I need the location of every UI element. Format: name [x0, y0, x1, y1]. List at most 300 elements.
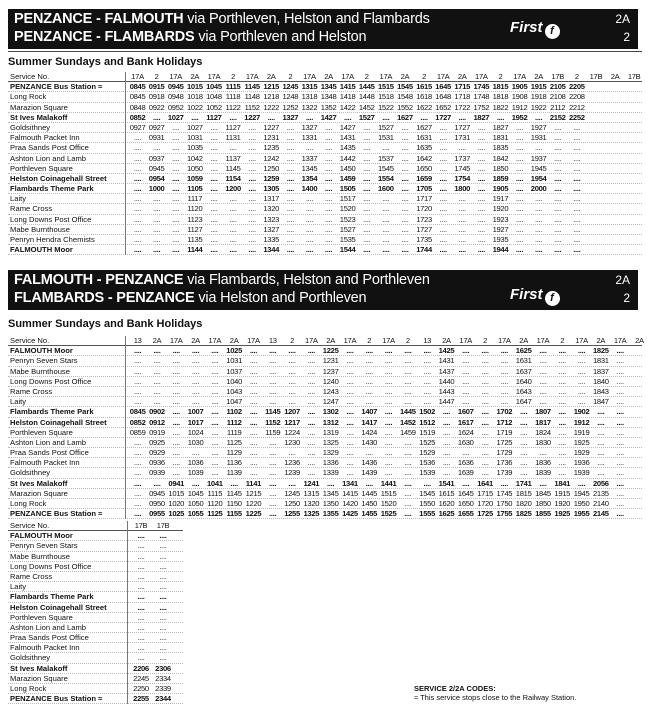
time-cell: ....	[535, 245, 543, 255]
time-cell: 1144	[187, 245, 203, 255]
time-cell: ....	[477, 133, 485, 143]
time-cell: ....	[137, 531, 145, 541]
time-cell: ....	[535, 194, 543, 204]
time-cell: 1227	[263, 122, 280, 132]
time-cell: ....	[477, 163, 485, 173]
stop-row	[8, 552, 183, 562]
time-cell: ....	[363, 245, 371, 255]
service-number-cell: 2A	[610, 72, 620, 81]
time-cell: ....	[616, 468, 624, 478]
time-cell: 1625	[438, 509, 455, 519]
time-cell: ....	[500, 397, 508, 407]
time-cell: ....	[346, 366, 354, 376]
time-cell: ....	[539, 366, 547, 376]
time-cell: ....	[404, 499, 412, 508]
time-cell: 1312	[322, 417, 339, 427]
service-number-cell: 2A	[324, 72, 333, 81]
time-cell: 1731	[454, 133, 471, 143]
time-cell: 1437	[438, 366, 455, 376]
time-cell: ....	[481, 448, 489, 458]
time-cell: 1318	[301, 92, 318, 102]
stop-name: PENZANCE Bus Station ≈	[10, 509, 103, 519]
stop-row	[8, 82, 642, 92]
time-cell: ....	[404, 376, 412, 386]
time-cell: 1515	[377, 82, 394, 92]
time-cell: 0859	[129, 427, 146, 437]
time-cell: 1736	[496, 458, 513, 468]
time-cell: ....	[401, 245, 409, 255]
time-cell: ....	[288, 386, 296, 396]
time-cell: ....	[153, 356, 161, 366]
time-cell: 1927	[492, 224, 509, 234]
time-cell: ....	[401, 133, 409, 143]
time-cell: ....	[382, 224, 390, 234]
time-cell: ....	[172, 468, 180, 478]
stop-name: Marazion Square	[10, 673, 68, 683]
time-cell: ....	[229, 204, 237, 214]
time-cell: 2344	[155, 694, 171, 704]
time-cell: 2212	[568, 102, 585, 112]
time-cell: ....	[286, 153, 294, 163]
time-cell: ....	[286, 245, 294, 255]
time-cell: 1648	[435, 92, 451, 102]
time-cell: ....	[363, 143, 371, 153]
time-cell: 1912	[573, 417, 590, 427]
service-number-cell: 17A	[379, 72, 393, 81]
time-cell: ....	[515, 184, 524, 194]
time-cell: ....	[616, 478, 624, 488]
time-cell: 1555	[419, 509, 435, 519]
time-cell: ....	[404, 448, 412, 458]
time-cell: ....	[324, 143, 333, 153]
time-cell: 0937	[148, 153, 165, 163]
time-cell: ....	[249, 376, 258, 386]
time-cell: 1250	[263, 163, 280, 173]
time-cell: ....	[211, 386, 219, 396]
time-cell: ....	[172, 397, 180, 407]
time-cell: ....	[172, 173, 180, 183]
time-cell: 1145	[244, 82, 260, 92]
time-cell: ....	[404, 478, 412, 488]
stop-name: Service No.	[10, 72, 50, 81]
time-cell: ....	[477, 245, 485, 255]
time-cell: 1445	[358, 82, 375, 92]
time-cell: ....	[307, 366, 315, 376]
time-cell: ....	[597, 427, 605, 437]
time-cell: 1448	[358, 92, 375, 102]
time-cell: ....	[324, 245, 333, 255]
time-cell: ....	[210, 194, 218, 204]
time-cell: ....	[458, 112, 466, 122]
time-cell: ....	[423, 478, 431, 488]
time-cell: ....	[458, 214, 466, 224]
time-cell: 1241	[303, 478, 320, 488]
time-cell: 1818	[492, 92, 509, 102]
time-cell: ....	[458, 235, 466, 244]
time-cell: 1345	[301, 163, 318, 173]
time-cell: ....	[442, 437, 451, 447]
time-cell: 1220	[245, 499, 262, 508]
time-cell: ....	[616, 499, 624, 508]
time-cell: 1631	[515, 356, 532, 366]
time-cell: ....	[134, 366, 142, 376]
time-cell: ....	[554, 204, 562, 214]
time-cell: ....	[481, 427, 489, 437]
stop-row	[8, 133, 642, 143]
time-cell: 1031	[226, 356, 242, 366]
time-cell: 1247	[322, 397, 339, 407]
stop-row	[8, 143, 642, 153]
stop-name: Falmouth Packet Inn	[10, 133, 80, 143]
time-cell: 1059	[186, 173, 203, 183]
time-cell: ....	[229, 214, 237, 224]
time-cell: 1744	[416, 245, 432, 255]
time-cell: ....	[211, 346, 219, 356]
time-cell: 1112	[226, 417, 242, 427]
time-cell: 1712	[496, 417, 513, 427]
time-cell: ....	[286, 133, 294, 143]
time-cell: ....	[269, 488, 277, 498]
time-cell: ....	[558, 437, 566, 447]
time-cell: ....	[554, 153, 562, 163]
time-cell: ....	[515, 133, 524, 143]
service-number-cell: 17A	[513, 72, 526, 81]
stop-name: Long Downs Post Office	[10, 214, 92, 224]
time-cell: ....	[616, 509, 624, 519]
time-cell: ....	[515, 194, 524, 204]
time-cell: ....	[382, 143, 390, 153]
stop-name: Helston Coinagehall Street	[10, 602, 107, 612]
time-cell: 1325	[322, 437, 339, 447]
time-cell: ....	[481, 417, 489, 427]
time-cell: 1837	[592, 366, 609, 376]
time-cell: 1336	[322, 458, 339, 468]
stop-row	[8, 582, 183, 592]
time-cell: 1022	[186, 102, 203, 112]
stop-name: Goldsithney	[10, 653, 51, 663]
stop-name: Ashton Lion and Lamb	[10, 622, 86, 632]
time-cell: ....	[481, 397, 489, 407]
time-cell: 2208	[568, 92, 585, 102]
service-number-cell: 2A	[229, 336, 239, 345]
stop-name: Laity	[10, 194, 27, 204]
time-cell: ....	[307, 407, 315, 417]
time-cell: 1322	[301, 102, 318, 112]
time-cell: ....	[558, 386, 566, 396]
stop-name: Goldsithney	[10, 122, 51, 132]
time-cell: 1207	[284, 407, 300, 417]
time-cell: ....	[191, 448, 200, 458]
stop-row	[8, 613, 183, 623]
time-cell: ....	[384, 458, 393, 468]
time-cell: 1544	[339, 245, 356, 255]
time-cell: 1455	[361, 509, 378, 519]
time-cell: 1345	[320, 82, 337, 92]
time-cell: ....	[134, 488, 142, 498]
time-cell: 1745	[496, 488, 513, 498]
time-cell: ....	[172, 458, 180, 468]
stop-name: Ashton Lion and Lamb	[10, 437, 86, 447]
service-number-cell: 17A	[305, 336, 318, 345]
time-cell: 0929	[149, 448, 165, 458]
time-cell: ....	[172, 427, 180, 437]
time-cell: ....	[307, 468, 315, 478]
time-cell: 1245	[284, 488, 300, 498]
time-cell: ....	[365, 356, 373, 366]
time-cell: ....	[384, 366, 393, 376]
time-cell: ....	[137, 622, 145, 632]
time-cell: 1639	[457, 468, 474, 478]
time-cell: 1435	[339, 143, 356, 153]
stop-row	[8, 194, 642, 204]
service-number-cell: 17A	[208, 336, 222, 345]
time-cell: ....	[159, 653, 167, 663]
time-cell: 1136	[226, 458, 242, 468]
time-cell: ....	[439, 214, 447, 224]
service-number-cell: 17A	[247, 336, 260, 345]
time-cell: 1745	[454, 163, 471, 173]
time-cell: ....	[500, 376, 508, 386]
time-cell: ....	[365, 448, 373, 458]
time-cell: ....	[346, 356, 354, 366]
time-cell: ....	[286, 143, 294, 153]
time-cell: ....	[153, 214, 161, 224]
time-cell: 1230	[284, 437, 300, 447]
time-cell: ....	[134, 397, 142, 407]
time-cell: ....	[191, 478, 200, 488]
time-cell: 1923	[492, 214, 509, 224]
time-cell: ....	[384, 427, 393, 437]
time-cell: 1218	[263, 92, 280, 102]
time-cell: ....	[573, 153, 581, 163]
time-cell: ....	[558, 448, 566, 458]
stop-name: Praa Sands Post Office	[10, 448, 89, 458]
stop-name: Long Rock	[10, 499, 47, 508]
time-cell: 1859	[492, 173, 509, 183]
time-cell: ....	[172, 122, 180, 132]
time-cell: ....	[153, 376, 161, 386]
service-number-cell: 17A	[303, 72, 316, 81]
time-cell: ....	[554, 184, 562, 194]
time-cell: ....	[520, 468, 528, 478]
time-cell: ....	[305, 245, 314, 255]
first-logo: First f	[510, 286, 560, 306]
stop-name: Long Rock	[10, 92, 47, 102]
time-cell: ....	[286, 194, 294, 204]
time-cell: ....	[159, 592, 167, 602]
time-cell: 1905	[511, 82, 528, 92]
time-cell: ....	[191, 112, 199, 122]
service-number-row	[8, 72, 642, 82]
time-cell: ....	[439, 184, 447, 194]
stop-name: Marazion Square	[10, 102, 68, 112]
time-cell: 1420	[342, 499, 358, 508]
time-cell: 1748	[473, 92, 490, 102]
time-cell: ....	[134, 346, 142, 356]
time-cell: ....	[172, 356, 180, 366]
time-cell: 1155	[226, 509, 242, 519]
stop-name: Long Downs Post Office	[10, 376, 92, 386]
stop-row	[8, 633, 183, 643]
time-cell: ....	[384, 397, 393, 407]
time-cell: ....	[133, 133, 142, 143]
time-cell: ....	[401, 204, 409, 214]
time-cell: ....	[558, 366, 566, 376]
time-cell: ....	[159, 561, 167, 571]
time-cell: 1422	[339, 102, 356, 112]
time-cell: 1529	[419, 448, 435, 458]
time-cell: ....	[515, 245, 524, 255]
time-cell: ....	[249, 427, 258, 437]
service-number-cell: 2A	[442, 336, 451, 345]
time-cell: 1715	[477, 488, 493, 498]
time-cell: ....	[211, 356, 219, 366]
time-cell: ....	[172, 366, 180, 376]
time-cell: 1850	[535, 499, 551, 508]
stop-name: Flambards Theme Park	[10, 592, 94, 602]
time-cell: ....	[134, 468, 142, 478]
time-cell: ....	[133, 245, 142, 255]
time-cell: ....	[597, 407, 605, 417]
time-cell: ....	[133, 235, 142, 244]
time-cell: ....	[172, 376, 180, 386]
time-cell: ....	[384, 437, 393, 447]
time-cell: ....	[477, 173, 485, 183]
time-cell: ....	[307, 417, 315, 427]
time-cell: 0927	[129, 122, 146, 132]
time-cell: ....	[159, 633, 167, 643]
time-cell: 1243	[322, 386, 339, 396]
time-cell: ....	[401, 143, 409, 153]
time-cell: ....	[172, 153, 180, 163]
time-cell: 1123	[187, 214, 203, 224]
time-cell: ....	[515, 122, 524, 132]
time-cell: ....	[554, 194, 562, 204]
service-number-cell: 2A	[266, 72, 276, 81]
time-cell: ....	[324, 153, 333, 163]
time-cell: ....	[286, 173, 294, 183]
time-cell: ....	[462, 366, 470, 376]
service-number-cell: 17A	[169, 336, 183, 345]
time-cell: ....	[230, 478, 238, 488]
time-cell: ....	[404, 386, 412, 396]
time-cell: 1929	[573, 448, 590, 458]
time-cell: ....	[172, 245, 180, 255]
time-cell: ....	[172, 407, 180, 417]
time-cell: 1231	[263, 133, 280, 143]
time-cell: ....	[363, 235, 371, 244]
time-cell: ....	[458, 143, 466, 153]
time-cell: 1520	[339, 204, 356, 214]
time-cell: 1715	[454, 82, 471, 92]
time-cell: ....	[229, 224, 237, 234]
time-cell: ....	[439, 173, 447, 183]
time-cell: 1643	[515, 386, 532, 396]
time-cell: ....	[249, 437, 258, 447]
time-cell: 1637	[515, 366, 532, 376]
time-cell: ....	[191, 376, 200, 386]
time-cell: 1431	[339, 133, 356, 143]
time-cell: ....	[404, 458, 412, 468]
time-cell: 1320	[263, 204, 280, 214]
stop-name: Rame Cross	[10, 571, 53, 581]
time-cell: ....	[248, 163, 256, 173]
time-cell: 1050	[187, 499, 204, 508]
time-cell: ....	[382, 214, 390, 224]
time-cell: 1545	[377, 163, 394, 173]
time-cell: 2000	[530, 184, 547, 194]
time-cell: 1039	[187, 468, 204, 478]
time-cell: ....	[573, 194, 581, 204]
time-cell: ....	[539, 478, 547, 488]
time-cell: 1350	[322, 499, 339, 508]
time-cell: ....	[423, 397, 431, 407]
time-cell: 1323	[263, 214, 280, 224]
time-cell: ....	[520, 437, 528, 447]
time-cell: 1512	[419, 417, 435, 427]
time-cell: 1450	[339, 163, 356, 173]
time-cell: ....	[539, 448, 547, 458]
time-cell: ....	[211, 417, 219, 427]
time-cell: ....	[249, 366, 258, 376]
stop-row	[8, 438, 642, 448]
stop-row	[8, 448, 642, 458]
first-logo: First f	[510, 19, 560, 39]
time-cell: ....	[573, 245, 581, 255]
time-cell: 1400	[301, 184, 318, 194]
time-cell: 1550	[419, 499, 435, 508]
service-number-cell: 2	[483, 336, 487, 345]
time-cell: 1335	[263, 235, 280, 244]
time-cell: 1145	[225, 163, 241, 173]
stop-name: Flambards Theme Park	[10, 184, 94, 194]
time-cell: ....	[558, 427, 566, 437]
time-cell: 1830	[535, 437, 551, 447]
time-cell: ....	[477, 122, 485, 132]
time-cell: ....	[346, 397, 354, 407]
stop-name: Falmouth Packet Inn	[10, 643, 80, 653]
time-cell: 1344	[263, 245, 280, 255]
time-cell: ....	[616, 448, 624, 458]
time-cell: ....	[305, 112, 314, 122]
time-cell: 1739	[496, 468, 513, 478]
time-cell: 1917	[492, 194, 509, 204]
time-cell: 1822	[492, 102, 509, 112]
time-cell: 1327	[263, 224, 280, 234]
time-cell: 2145	[592, 509, 609, 519]
time-cell: ....	[134, 356, 142, 366]
time-cell: ....	[172, 224, 180, 234]
stop-name: PENZANCE Bus Station ≈	[10, 82, 103, 92]
time-cell: 2152	[549, 112, 566, 122]
service-number-row	[8, 521, 183, 531]
time-cell: 1945	[573, 488, 590, 498]
time-cell: ....	[539, 346, 547, 356]
time-cell: ....	[384, 356, 393, 366]
time-cell: ....	[137, 612, 145, 622]
time-cell: ....	[554, 214, 562, 224]
time-cell: ....	[210, 184, 218, 194]
time-cell: 0925	[149, 437, 165, 447]
time-cell: ....	[248, 224, 256, 234]
time-cell: 1607	[457, 407, 474, 417]
time-cell: 1127	[187, 224, 203, 234]
time-cell: 1000	[148, 184, 165, 194]
time-cell: ....	[500, 478, 508, 488]
time-cell: ....	[458, 245, 466, 255]
time-cell: 1725	[496, 437, 513, 447]
stop-name: Rame Cross	[10, 386, 53, 396]
